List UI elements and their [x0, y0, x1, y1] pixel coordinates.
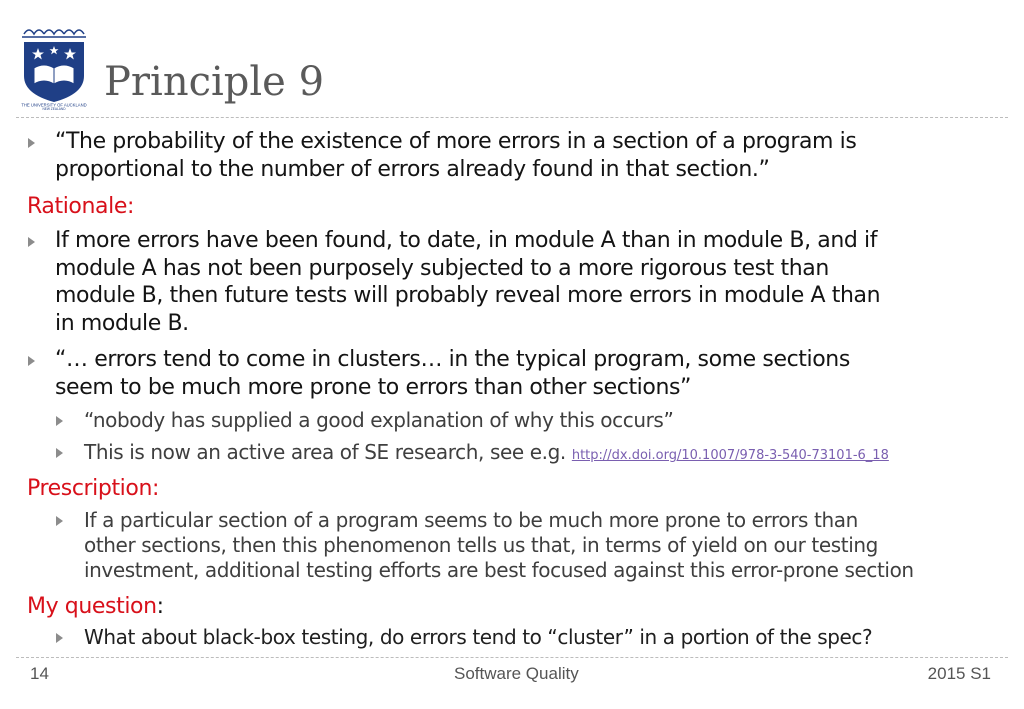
svg-text:NEW ZEALAND: NEW ZEALAND: [42, 107, 66, 110]
bullet-arrow-icon: [28, 138, 35, 148]
sub-bullet-arrow-icon: [56, 633, 63, 643]
quote-line: proportional to the number of errors already found in that section.”: [55, 156, 770, 182]
rationale-heading: Rationale:: [27, 194, 134, 219]
prescription-line: other sections, then this phenomenon tells us that, in terms of yield on our testing: [84, 533, 878, 557]
term-label: 2015 S1: [927, 664, 991, 683]
prescription-line: If a particular section of a program seems to be much more prone to errors than: [84, 508, 858, 532]
quote-line: “The probability of the existence of more errors in a section of a program is: [55, 129, 857, 154]
prescription-line: investment, additional testing efforts are best focused against this error-prone section: [84, 558, 914, 582]
rationale-line: module A has not been purposely subjected to a more rigorous test than: [55, 255, 829, 281]
svg-text:THE UNIVERSITY OF AUCKLAND: THE UNIVERSITY OF AUCKLAND: [21, 102, 87, 108]
sub-bullet-text: “nobody has supplied a good explanation of why this occurs”: [84, 408, 674, 432]
doi-link[interactable]: http://dx.doi.org/10.1007/978-3-540-73101-6_18: [571, 448, 889, 463]
bullet-arrow-icon: [28, 356, 35, 366]
sub-bullet-text: This is now an active area of SE research, see e.g.: [84, 440, 566, 464]
sub-bullet-arrow-icon: [56, 448, 63, 458]
question-heading: [27, 593, 164, 620]
title-divider: [16, 117, 1008, 118]
footer-divider: [16, 657, 1008, 658]
prescription-text: [84, 508, 914, 583]
question-colon: :: [156, 594, 164, 619]
question-text: What about black-box testing, do errors tend to “cluster” in a portion of the spec?: [84, 625, 873, 649]
question-label: My question: [27, 594, 157, 619]
page-number: 14: [30, 664, 49, 683]
rationale-bullet: [55, 227, 880, 337]
prescription-heading: Prescription:: [27, 476, 160, 501]
quote-text: [55, 128, 856, 183]
page-title: Principle 9: [104, 59, 325, 105]
rationale-line: seem to be much more prone to errors than other sections”: [55, 374, 692, 400]
rationale-bullet: [55, 346, 850, 401]
sub-bullet-arrow-icon: [56, 416, 63, 426]
rationale-line: “… errors tend to come in clusters… in the typical program, some sections: [55, 347, 850, 372]
rationale-line: in module B.: [55, 310, 189, 336]
sub-bullet-research: [84, 440, 889, 468]
sub-bullet-arrow-icon: [56, 516, 63, 526]
rationale-line: If more errors have been found, to date, in module A than in module B, and if: [55, 228, 878, 253]
rationale-line: module B, then future tests will probably reveal more errors in module A than: [55, 283, 881, 308]
university-crest-icon: [16, 22, 92, 110]
bullet-arrow-icon: [28, 237, 35, 247]
course-name: Software Quality: [454, 664, 579, 683]
